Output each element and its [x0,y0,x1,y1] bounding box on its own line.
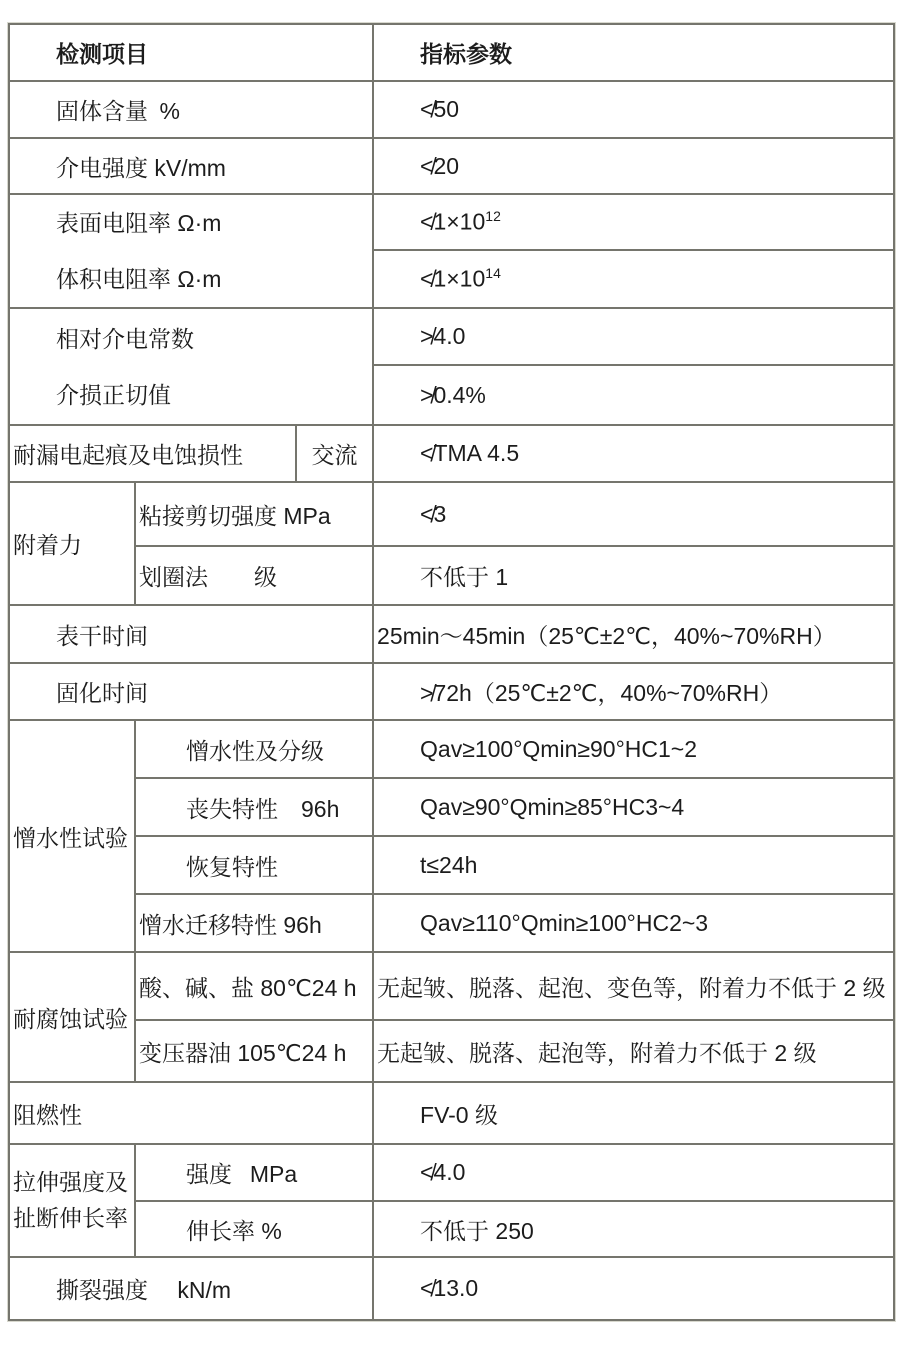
tensile-strength-label: 强度 MPa [135,1144,373,1201]
tracking-ac-label: 交流 [296,425,373,482]
table-row [9,836,894,894]
adhesion-shear-label: 粘接剪切强度 MPa [135,482,373,546]
table-row [9,720,894,778]
hydrophobicity-recovery-value: t≤24h [373,836,894,894]
permittivity-labels [9,308,373,425]
solid-content-label: 固体含量 % [9,81,373,138]
tracking-resistance-label: 耐漏电起痕及电蚀损性 [9,425,296,482]
dielectric-strength-label: 介电强度 kV/mm [9,138,373,194]
cure-time-label: 固化时间 [9,663,373,720]
table-row [9,308,894,365]
surface-dry-time-value: 25min～45min（25℃±2℃，40%~70%RH） [373,605,894,663]
table-row [9,138,894,194]
surface-resistivity-value-exponent: 12 [485,208,501,225]
header-test-item: 检测项目 [9,24,373,81]
table-row [9,1201,894,1257]
table-row [9,194,894,250]
cure-time-value: ≯72h（25℃±2℃，40%~70%RH） [373,663,894,720]
table-row [9,894,894,952]
adhesion-circle-label: 划圈法 级 [135,546,373,605]
table-row [9,81,894,138]
corrosion-oil-value: 无起皱、脱落、起泡等，附着力不低于 2 级 [373,1020,894,1082]
table-row [9,1144,894,1201]
corrosion-oil-label: 变压器油 105℃24 h [135,1020,373,1082]
corrosion-test-label: 耐腐蚀试验 [9,952,135,1082]
resistivity-labels [9,194,373,308]
table-row [9,1257,894,1320]
tracking-resistance-value: ≮TMA 4.5 [373,425,894,482]
adhesion-shear-value: ≮3 [373,482,894,546]
surface-resistivity-value [373,194,894,250]
spec-table [8,23,895,1321]
dielectric-strength-value: ≮20 [373,138,894,194]
table-row [9,482,894,546]
surface-dry-time-label: 表干时间 [9,605,373,663]
elongation-label: 伸长率 % [135,1201,373,1257]
volume-resistivity-label: 体积电阻率 Ω·m [56,266,222,292]
adhesion-label: 附着力 [9,482,135,605]
tensile-label: 拉伸强度及扯断伸长率 [9,1144,135,1257]
table-row [9,952,894,1020]
volume-resistivity-value [373,250,894,308]
flame-retardancy-label: 阻燃性 [9,1082,373,1144]
hydrophobicity-migration-value: Qav≥110°Qmin≥100°HC2~3 [373,894,894,952]
hydrophobicity-recovery-label: 恢复特性 [135,836,373,894]
table-row [9,778,894,836]
adhesion-circle-value: 不低于 1 [373,546,894,605]
flame-retardancy-value: FV-0 级 [373,1082,894,1144]
table-row [9,1082,894,1144]
hydrophobicity-migration-label: 憎水迁移特性 96h [135,894,373,952]
hydrophobicity-grade-label: 憎水性及分级 [135,720,373,778]
relative-permittivity-value: ≯4.0 [373,308,894,365]
corrosion-acid-label: 酸、碱、盐 80℃24 h [135,952,373,1020]
surface-resistivity-value-base: ≮1×10 [420,208,486,235]
hydrophobicity-loss-value: Qav≥90°Qmin≥85°HC3~4 [373,778,894,836]
table-row [9,546,894,605]
hydrophobicity-test-label: 憎水性试验 [9,720,135,952]
table-row [9,663,894,720]
volume-resistivity-value-base: ≮1×10 [420,265,486,292]
surface-resistivity-label: 表面电阻率 Ω·m [56,210,222,236]
table-row [9,425,894,482]
hydrophobicity-grade-value: Qav≥100°Qmin≥90°HC1~2 [373,720,894,778]
solid-content-value: ≮50 [373,81,894,138]
dielectric-loss-tangent-label: 介损正切值 [56,381,171,408]
elongation-value: 不低于 250 [373,1201,894,1257]
table-row [9,24,894,81]
header-index-param: 指标参数 [373,24,894,81]
table-row [9,1020,894,1082]
dielectric-loss-tangent-value: ≯0.4% [373,365,894,425]
tear-strength-label: 撕裂强度 kN/m [9,1257,373,1320]
volume-resistivity-value-exponent: 14 [485,265,501,282]
relative-permittivity-label: 相对介电常数 [56,325,194,352]
tensile-strength-value: ≮4.0 [373,1144,894,1201]
hydrophobicity-loss-label: 丧失特性 96h [135,778,373,836]
tear-strength-value: ≮13.0 [373,1257,894,1320]
corrosion-acid-value: 无起皱、脱落、起泡、变色等，附着力不低于 2 级 [373,952,894,1020]
table-row [9,605,894,663]
